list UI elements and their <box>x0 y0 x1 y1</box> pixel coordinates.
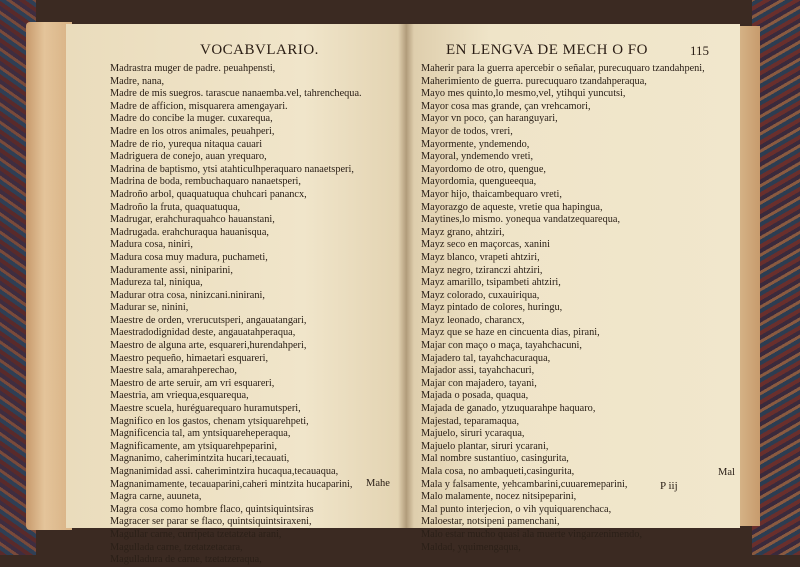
dictionary-entry: Madre de mis suegros. tarascue nanaemba.vel, tahrenchequa. <box>110 88 362 100</box>
dictionary-entry: Mala y falsamente, yehcambarini,cuuaremeparini, <box>421 478 628 490</box>
dictionary-entry: Madroño arbol, quaquatuqua chuhcari panancx, <box>110 188 307 200</box>
dictionary-entry: Maduramente assi, niniparini, <box>110 264 233 276</box>
dictionary-entry: Madre de afficion, misquarera amengayari. <box>110 100 288 112</box>
dictionary-entry: Maytines,lo mismo. yonequa vandatzequarequa, <box>421 214 621 226</box>
dictionary-entry: Majador assi, tayahchacuri, <box>421 365 535 377</box>
dictionary-entry: Maestre sala, amarahperechao, <box>110 365 237 377</box>
dictionary-entry: Mayor hijo, thaicambequaro vreti, <box>421 188 562 200</box>
dictionary-entry: Malo estar mucho quasi ala muerte vingarzenimendo, <box>421 528 643 540</box>
dictionary-entry: Majar con majadero, tayani, <box>421 377 537 389</box>
dictionary-entry: Madre de rio, yurequa nitaqua cauari <box>110 138 263 150</box>
dictionary-entry: Magra cosa como hombre flaco, quintsiquintsiras <box>110 503 314 515</box>
running-head-right: EN LENGVA DE MECH O FO <box>446 42 648 58</box>
dictionary-entry: Madrina de boda, rembuchaquaro nanaetsperi, <box>110 176 301 188</box>
dictionary-entry: Maherir para la guerra apercebir o señalar, purecuquaro tzandahpeni, <box>421 63 705 74</box>
dictionary-entry: Mayz colorado, cuxauiriqua, <box>421 289 540 301</box>
dictionary-entry: Mayoral, yndemendo vreti, <box>421 151 534 163</box>
dictionary-entry: Mayz seco en maçorcas, xanini <box>421 239 550 251</box>
dictionary-entry: Mayordomo de otro, quengue, <box>421 163 546 175</box>
running-head-left: VOCABVLARIO. <box>200 42 319 58</box>
dictionary-entry: Mayz que se haze en cincuenta dias, pirani, <box>421 327 600 339</box>
gutter <box>398 24 414 528</box>
dictionary-entry: Madriguera de conejo, auan yrequaro, <box>110 151 267 163</box>
dictionary-entry: Maestradodignidad deste, angauatahperaqua, <box>110 327 296 339</box>
dictionary-entry: Mayz pintado de colores, huringu, <box>421 302 563 314</box>
dictionary-entry: Madura cosa, niniri, <box>110 239 193 251</box>
dictionary-entry: Magnanimo, caherimintzita hucari,tecauati, <box>110 453 290 465</box>
signature-mark: P iij <box>660 480 678 492</box>
dictionary-entry: Madurar se, ninini, <box>110 302 189 314</box>
dictionary-entry: Maestro pequeño, himaetari esquareri, <box>110 352 269 364</box>
dictionary-entry: Majada de ganado, ytzuquarahpe haquaro, <box>421 403 596 415</box>
dictionary-entry: Madrastra muger de padre. peuahpensti, <box>110 63 276 74</box>
dictionary-entry: Madurar otra cosa, ninizcani.ninirani, <box>110 289 265 301</box>
dictionary-entry: Magnanimidad assi. caherimintzira hucaqua,tecauaqua, <box>110 466 339 477</box>
dictionary-entry: Maldad, yquimengaqua, <box>421 541 521 553</box>
dictionary-entry: Majuelo plantar, siruri ycarani, <box>421 440 549 452</box>
dictionary-entry: Majar con maço o maça, tayahchacuni, <box>421 340 582 352</box>
dictionary-entry: Mayz amarillo, tsipambeti ahtziri, <box>421 277 561 289</box>
dictionary-entry: Mayor vn poco, çan haranguyari, <box>421 113 558 125</box>
dictionary-entry: Mayormente, yndemendo, <box>421 138 530 150</box>
dictionary-entry: Maestre de orden, vrerucutsperi, angauatangari, <box>110 314 307 326</box>
dictionary-entry: Magnanimamente, tecauaparini,caheri mintzita hucaparini, <box>110 478 353 490</box>
dictionary-entry: Malo malamente, nocez nitsipeparini, <box>421 491 577 503</box>
dictionary-entry: Magullada carne, tzetatzetacara, <box>110 541 243 553</box>
dictionary-entry: Maestro de alguna arte, esquareri,hurendahperi, <box>110 340 307 352</box>
page-number: 115 <box>690 43 710 58</box>
left-column <box>110 63 400 567</box>
dictionary-entry: Mayor de todos, vreri, <box>421 125 513 137</box>
dictionary-entry: Majestad, teparamaqua, <box>421 415 520 427</box>
dictionary-entry: Magracer ser parar se flaco, quintsiquintsiraxeni, <box>110 516 312 528</box>
dictionary-entry: Madroño la fruta, quaquatuqua, <box>110 201 241 213</box>
dictionary-entry: Maherimiento de guerra. purecuquaro tzandahperaqua, <box>421 75 647 87</box>
dictionary-entry: Madureza tal, niniqua, <box>110 277 203 289</box>
dictionary-entry: Madre, nana, <box>110 75 165 87</box>
dictionary-entry: Mayz leonado, charancx, <box>421 314 525 326</box>
dictionary-entry: Majuelo, siruri ycaraqua, <box>421 428 525 440</box>
dictionary-entry: Maestro de arte seruir, am vri esquareri, <box>110 377 275 389</box>
dictionary-entry: Madrugada. erahchuraqua hauanisqua, <box>110 226 269 238</box>
dictionary-entry: Madura cosa muy madura, puchameti, <box>110 251 268 263</box>
dictionary-entry: Mayo mes quinto,lo mesmo,vel, ytihqui yuncutsi, <box>421 88 626 100</box>
right-column <box>421 63 739 554</box>
dictionary-entry: Maestre scuela, huréguarequaro huramutsperi, <box>110 403 301 415</box>
dictionary-entry: Magnifico en los gastos, chenam ytsiquarehpeti, <box>110 415 309 427</box>
dictionary-entry: Madre do concibe la muger. cuxarequa, <box>110 113 273 125</box>
dictionary-entry: Mayor cosa mas grande, çan vrehcamori, <box>421 100 591 112</box>
dictionary-entry: Madre en los otros animales, peuahperi, <box>110 125 275 137</box>
dictionary-entry: Magullar carne, curripeta tzetatzeta arani, <box>110 528 282 540</box>
dictionary-entry: Magulladura de carne, tzetatzeraqua, <box>110 554 262 566</box>
dictionary-entry: Mayz blanco, vrapeti ahtziri, <box>421 251 540 263</box>
dictionary-entry: Maloestar, notsipeni pamenchani, <box>421 516 560 528</box>
dictionary-entry: Mal nombre sustantiuo, casingurita, <box>421 453 569 465</box>
dictionary-entry: Majada o posada, quaqua, <box>421 390 529 402</box>
dictionary-entry: Mayordomia, quengueequa, <box>421 176 537 188</box>
dictionary-entry: Mal punto interjecion, o vih yquiquarenchaca, <box>421 503 612 515</box>
dictionary-entry: Madrina de baptismo, ytsi atahticulhperaquaro nanaetsperi, <box>110 163 354 175</box>
dictionary-entry: Madrugar, erahchuraquahco hauanstani, <box>110 214 275 226</box>
catchword-right: Mal <box>718 467 735 478</box>
catchword-left: Mahe <box>366 478 390 489</box>
dictionary-entry: Majadero tal, tayahchacuraqua, <box>421 352 551 364</box>
dictionary-entry: Mayz negro, tziranczi ahtziri, <box>421 264 543 276</box>
dictionary-entry: Magnificencia tal, am yntsiquareheperaqua, <box>110 428 291 440</box>
dictionary-entry: Mayorazgo de aqueste, vretie qua hapingua, <box>421 201 603 213</box>
dictionary-entry: Magnificamente, am ytsiquarehpeparini, <box>110 440 277 452</box>
dictionary-entry: Magra carne, auuneta, <box>110 491 202 503</box>
dictionary-entry: Mayz grano, ahtziri, <box>421 226 505 238</box>
dictionary-entry: Maestria, am vriequa,esquarequa, <box>110 390 249 402</box>
dictionary-entry: Mala cosa, no ambaqueti,casingurita, <box>421 466 575 477</box>
